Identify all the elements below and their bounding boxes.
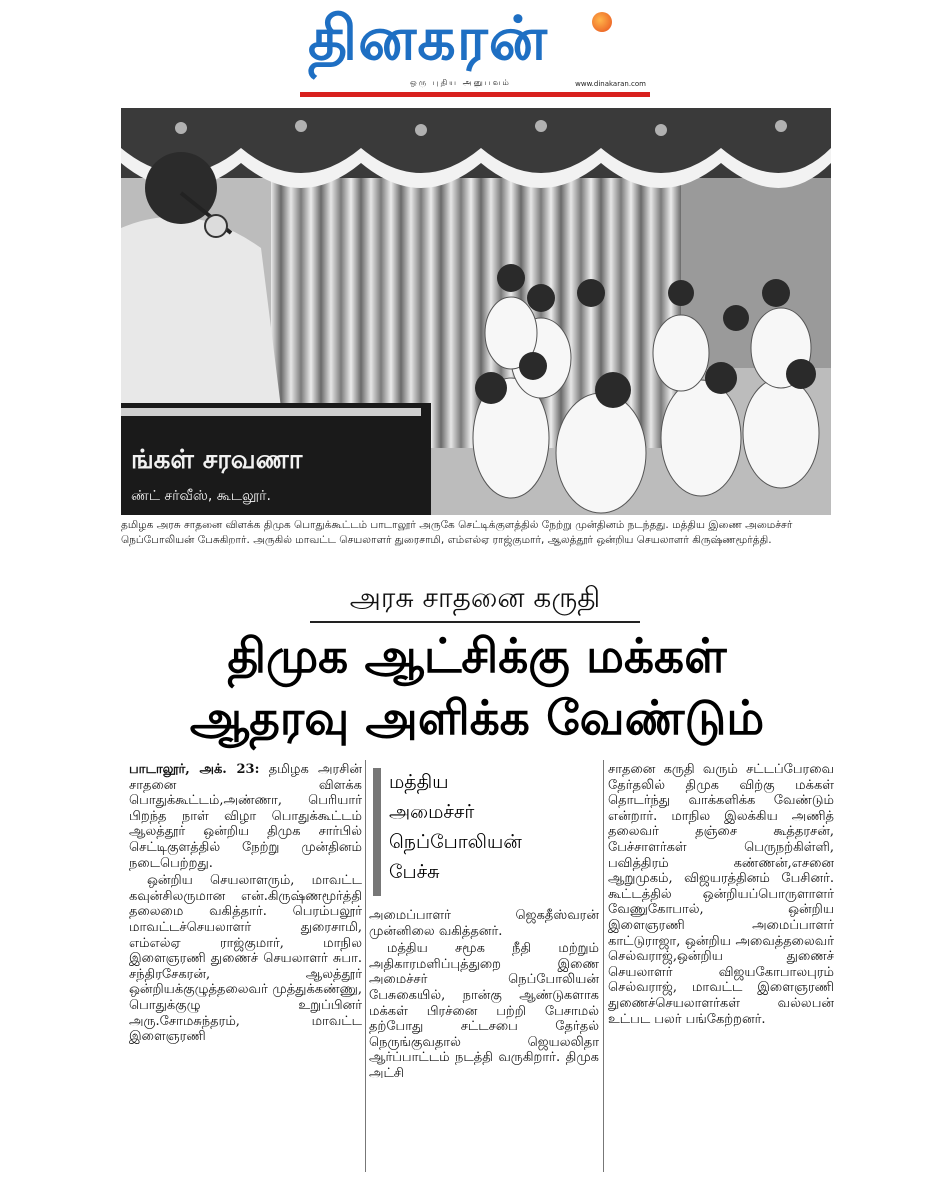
column-divider xyxy=(365,760,366,1172)
banner-line-1: ங்கள் சரவணா xyxy=(131,445,303,475)
article-column-1 xyxy=(129,762,362,1174)
article-column-3 xyxy=(608,762,834,1174)
headline xyxy=(121,626,833,750)
pull-quote xyxy=(373,768,543,896)
pull-quote-line: அமைச்சர் xyxy=(389,801,475,823)
article-paragraph: சாதனை கருதி வரும் சட்டப்பேரவை தேர்தலில் திமுக விற்கு மக்கள் தொடர்ந்து வாக்களிக்க வேண்டும் என்றார். மாநில இலக்கிய அணித் தலைவர் தஞ்சை கூத்தரசன், பேச்சாளர்கள் பெருநற்கிள்ளி, பவித்திரம் கண்ணன்,எசனை ஆறுமுகம், விஜயரத்தினம் பேசினர். கூட்டத்தில் ஒன்றியப்பொருளாளர் வேணுகோபால், ஒன்றிய இளைஞரணி அமைப்பாளர் காட்டுராஜா, ஒன்றிய அவைத்தலைவர் செல்வராஜ்,ஒன்றிய துணைச் செயலாளர் விஜயகோபாலபுரம் செல்வராஜ், மாவட்ட இளைஞரணி துணைச்செயலாளர்கள் வல்லபன் உட்பட பலர் பங்கேற்றனர். xyxy=(608,762,834,1027)
logo-tagline: ஒரு புதிய அனுபவம் xyxy=(410,78,511,87)
headline-line-1: திமுக ஆட்சிக்கு மக்கள் xyxy=(227,629,727,684)
pull-quote-line: மத்திய xyxy=(389,771,449,793)
article-column-2 xyxy=(369,908,599,1174)
pull-quote-line: நெப்போலியன் xyxy=(389,831,522,853)
masthead xyxy=(300,4,650,100)
photo-caption: தமிழக அரசு சாதனை விளக்க திமுக பொதுக்கூட்டம் பாடாலூர் அருகே செட்டிக்குளத்தில் நேற்று முன்தினம் நடந்தது. மத்திய இணை அமைச்சர் நெப்போலியன் பேசுகிறார். அருகில் மாவட்ட செயலாளர் துரைசாமி, எம்எல்ஏ ராஜ்குமார், ஆலத்தூர் ஒன்றிய செயலாளர் கிருஷ்ணமூர்த்தி. xyxy=(121,519,793,546)
dateline: பாடாலூர், அக். 23: xyxy=(129,762,260,777)
kicker: அரசு சாதனை கருதி xyxy=(349,581,601,614)
article-paragraph: அமைப்பாளர் ஜெகதீஸ்வரன் முன்னிலை வகித்தனர். xyxy=(369,908,599,939)
banner-line-2: ண்ட் சர்வீஸ், கூடலூர். xyxy=(131,488,271,504)
article-paragraph: மத்திய சமூக நீதி மற்றும் அதிகாரமளிப்புத்துறை இணை அமைச்சர் நெப்போலியன் பேசுகையில், நான்கு ஆண்டுகளாக மக்கள் பிரச்னை பற்றி பேசாமல் தற்போது சட்டசபை தேர்தல் நெருங்குவதால் ஜெயலலிதா ஆர்ப்பாட்டம் நடத்தி வருகிறார். திமுக அட்சி xyxy=(369,941,599,1081)
logo-url: www.dinakaran.com xyxy=(575,80,646,88)
sun-icon xyxy=(592,12,612,32)
article-paragraph: ஒன்றிய செயலாளரும், மாவட்ட கவுன்சிலருமான என்.கிருஷ்ணமூர்த்தி தலைமை வகித்தார். பெரம்பலூர் மாவட்டச்செயலாளர் துரைசாமி, எம்எல்ஏ ராஜ்குமார், மாநில இளைஞரணி துணைச் செயலாளர் சுபா. சந்திரசேகரன், ஆலத்தூர் ஒன்றியக்குழுத்தலைவர் முத்துக்கண்ணு, பொதுக்குழு உறுப்பினர் அரு.சோமசுந்தரம், மாவட்ட இளைஞரணி xyxy=(129,873,362,1045)
newspaper-logo: தினகரன் xyxy=(308,4,548,74)
paragraph-text: தமிழக அரசின் சாதனை விளக்க பொதுக்கூட்டம்,அண்ணா, பெரியார் பிறந்த நாள் விழா பொதுக்கூட்டம் ஆலத்தூர் ஒன்றிய திமுக சார்பில் செட்டிகுளத்தில் நேற்று முன்தினம் நடைபெற்றது. xyxy=(129,762,362,871)
masthead-rule xyxy=(300,92,650,97)
headline-line-2: ஆதரவு அளிக்க வேண்டும் xyxy=(189,691,765,746)
news-photo xyxy=(121,108,831,515)
kicker-rule xyxy=(310,621,640,623)
pull-quote-bar xyxy=(373,768,381,896)
pull-quote-line: பேச்சு xyxy=(389,861,440,883)
pull-quote-text xyxy=(389,767,549,887)
column-divider xyxy=(603,760,604,1172)
article-paragraph xyxy=(129,762,362,871)
